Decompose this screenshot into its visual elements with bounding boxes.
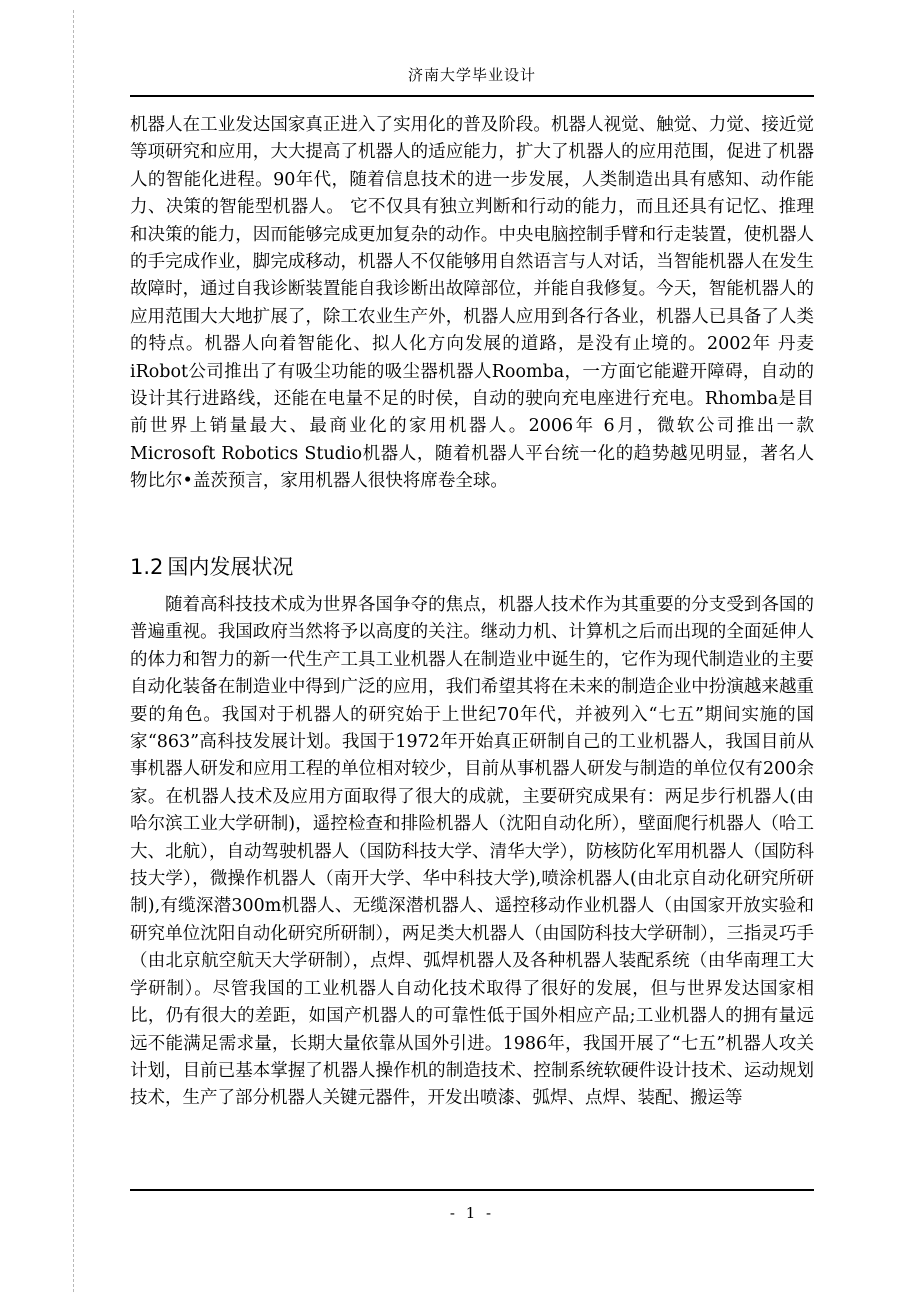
paragraph-text: 机器人在工业发达国家真正进入了实用化的普及阶段。机器人视觉、触觉、力觉、接近觉等项研究和应用，大大提高了机器人的适应能力，扩大了机器人的应用范围，促进了机器人的智能化进程。90年代，随着信息技术的进一步发展，人类制造出具有感知、动作能力、决策的智能型机器人。 它不仅具有独立判断和行动的能力，而且还具有记忆、推理和决策的能力，因而能够完成更加复杂的动作。中央电脑控制手臂和行走装置，使机器人的手完成作业，脚完成移动，机器人不仅能够用自然语言与人对话，当智能机器人在发生故障时，通过自我诊断装置能自我诊断出故障部位，并能自我修复。今天，智能机器人的应用范围大大地扩展了，除工农业生产外，机器人应用到各行各业，机器人已具备了人类的特点。机器人向着智能化、拟人化方向发展的道路，是没有止境的。2002年 丹麦 iRobot公司推出了有吸尘功能的吸尘器机器人Roomba，一方面它能避开障碍，自动的设计其行进路线，还能在电量不足的时侯，自动的驶向充电座进行充电。Rhomba是目前世界上销量最大、最商业化的家用机器人。2006年 6月，微软公司推出一款Microsoft Robotics Studio机器人，随着机器人平台统一化的趋势越见明显，著名人物比尔•盖茨预言，家用机器人很快将席卷全球。 [130,115,814,492]
body-paragraph-1 [130,112,814,496]
paragraph-text: 随着高科技技术成为世界各国争夺的焦点，机器人技术作为其重要的分支受到各国的普遍重视。我国政府当然将予以高度的关注。继动力机、计算机之后而出现的全面延伸人的体力和智力的新一代生产工具工业机器人在制造业中诞生的，它作为现代制造业的主要自动化装备在制造业中得到广泛的应用，我们希望其将在未来的制造企业中扮演越来越重要的角色。我国对于机器人的研究始于上世纪70年代，并被列入“七五”期间实施的国家“863”高科技发展计划。我国于1972年开始真正研制自己的工业机器人，我国目前从事机器人研发和应用工程的单位相对较少，目前从事机器人研发与制造的单位仅有200余家。在机器人技术及应用方面取得了很大的成就，主要研究成果有：两足步行机器人(由哈尔滨工业大学研制)，遥控检查和排险机器人（沈阳自动化所），壁面爬行机器人（哈工大、北航），自动驾驶机器人（国防科技大学、清华大学），防核防化军用机器人（国防科技大学），微操作机器人（南开大学、华中科技大学),喷涂机器人(由北京自动化研究所研制),有缆深潜300m机器人、无缆深潜机器人、遥控移动作业机器人（由国家开放实验和研究单位沈阳自动化研究所研制），两足类大机器人（由国防科技大学研制），三指灵巧手（由北京航空航天大学研制），点焊、弧焊机器人及各种机器人装配系统（由华南理工大学研制）。尽管我国的工业机器人自动化技术取得了很好的发展，但与世界发达国家相比，仍有很大的差距，如国产机器人的可靠性低于国外相应产品;工业机器人的拥有量远远不能满足需求量，长期大量依靠从国外引进。1986年，我国开展了“七五”机器人攻关计划，目前已基本掌握了机器人操作机的制造技术、控制系统软硬件设计技术、运动规划技术，生产了部分机器人关键元器件，开发出喷漆、弧焊、点焊、装配、搬运等 [130,595,814,1109]
section-number: 1.2 [130,555,164,579]
page-header-title: 济南大学毕业设计 [407,66,536,84]
section-heading [130,552,293,582]
section-title: 国内发展状况 [167,555,294,579]
footer-divider [130,1189,814,1191]
body-paragraph-2 [130,592,814,1113]
binding-margin-line [73,10,74,1292]
page-number: - 1 - [449,1204,495,1222]
header-divider [130,95,814,97]
